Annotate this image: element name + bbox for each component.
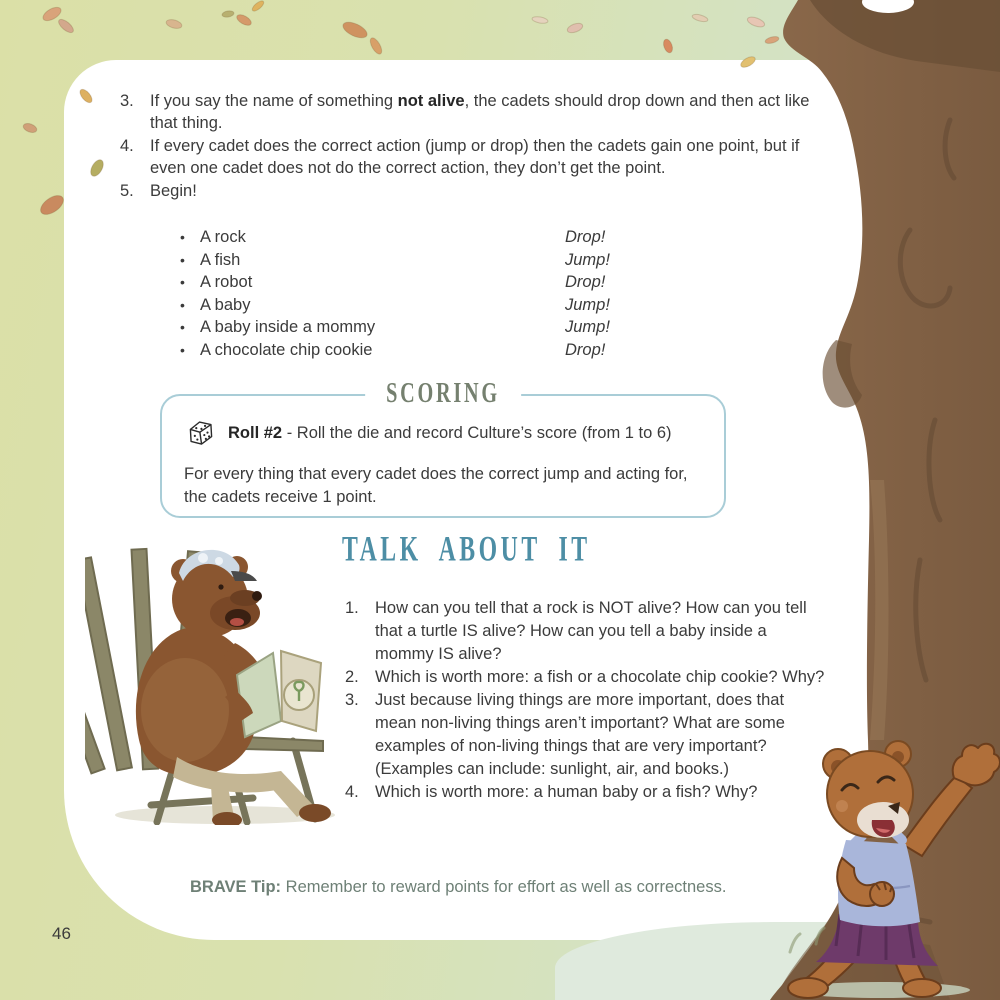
item-text-pre: If you say the name of something (150, 92, 398, 110)
question-text: Which is worth more: a fish or a chocolate chip cookie? Why? (375, 668, 825, 686)
item-text-post: , the cadets should drop down and then act like that thing. (150, 92, 810, 133)
bullet-icon: • (180, 274, 185, 291)
talk-about-it-title (342, 529, 625, 569)
item-text (150, 180, 834, 202)
list-item (345, 666, 827, 689)
game-item-action: Drop! (565, 228, 606, 246)
question-number: 4. (345, 783, 359, 801)
list-item (180, 316, 700, 339)
bullet-icon: • (180, 319, 185, 336)
brave-tip-label: BRAVE Tip: (190, 878, 282, 896)
game-item-action: Drop! (565, 273, 606, 292)
brave-tip (190, 878, 760, 897)
roll-row (184, 416, 702, 450)
list-item (180, 339, 700, 362)
game-item-action: Jump! (565, 295, 610, 314)
list-item (345, 689, 827, 781)
question-number: 1. (345, 599, 359, 617)
bullet-icon: • (180, 251, 185, 268)
list-item (345, 597, 827, 666)
game-item-action: Drop! (565, 340, 606, 359)
game-item-action: Jump! (565, 250, 610, 269)
game-item-action: Jump! (565, 318, 610, 337)
game-items-list (180, 226, 700, 362)
question-number: 2. (345, 668, 359, 686)
bullet-icon: • (180, 229, 185, 245)
game-item-name: A chocolate chip cookie (200, 340, 373, 359)
questions-list (345, 597, 827, 804)
talk-about-it-title-text: TALK ABOUT IT (342, 529, 591, 569)
game-item-name: A baby (200, 295, 251, 314)
item-number: 5. (120, 181, 134, 200)
game-item-name: A rock (200, 228, 246, 246)
game-item-name: A baby inside a mommy (200, 318, 376, 337)
list-item (120, 90, 834, 135)
roll-label: Roll #2 (228, 423, 283, 442)
instructions-list (120, 90, 834, 202)
item-number: 3. (120, 92, 134, 110)
item-text-pre: Begin! (150, 181, 197, 200)
item-number: 4. (120, 136, 134, 155)
roll-description: - Roll the die and record Culture’s score (from 1 to 6) (282, 423, 672, 442)
bear-reading-icon (85, 525, 350, 825)
item-text-pre: If every cadet does the correct action (jump or drop) then the cadets gain one point, but if even one cadet does not do the correct action, they don’t get the point. (150, 136, 800, 178)
bullet-icon: • (180, 296, 185, 313)
brave-tip-text: Remember to reward points for effort as well as correctness. (281, 878, 727, 896)
scoring-title-text: SCORING (386, 376, 500, 409)
page-number: 46 (52, 924, 71, 943)
list-item (345, 781, 827, 804)
roll-text (228, 424, 672, 443)
list-item (180, 249, 700, 272)
item-text (150, 135, 834, 180)
list-item (120, 135, 834, 180)
question-number: 3. (345, 691, 359, 709)
game-item-name: A fish (200, 250, 241, 269)
item-text-bold: not alive (397, 92, 465, 110)
scoring-box (160, 376, 726, 518)
scoring-title (365, 376, 521, 409)
bear-cub-icon (770, 732, 1000, 1000)
game-item-name: A robot (200, 273, 253, 292)
dice-icon (184, 416, 218, 450)
question-text: Just because living things are more important, does that mean non-living things aren’t important? What are some examples of non-living things that are very important? (Examples can include: sunlight, air, and books.) (375, 691, 785, 778)
question-text: How can you tell that a rock is NOT alive? How can you tell that a turtle IS alive? How can you tell a baby inside a mommy IS alive? (375, 599, 807, 663)
list-item (180, 294, 700, 317)
list-item (120, 180, 834, 202)
list-item (180, 226, 700, 249)
bullet-icon: • (180, 341, 185, 358)
list-item (180, 271, 700, 294)
question-text: Which is worth more: a human baby or a fish? Why? (375, 783, 758, 801)
scoring-note: For every thing that every cadet does the correct jump and acting for, the cadets receive 1 point. (184, 465, 688, 506)
item-text (150, 90, 834, 135)
